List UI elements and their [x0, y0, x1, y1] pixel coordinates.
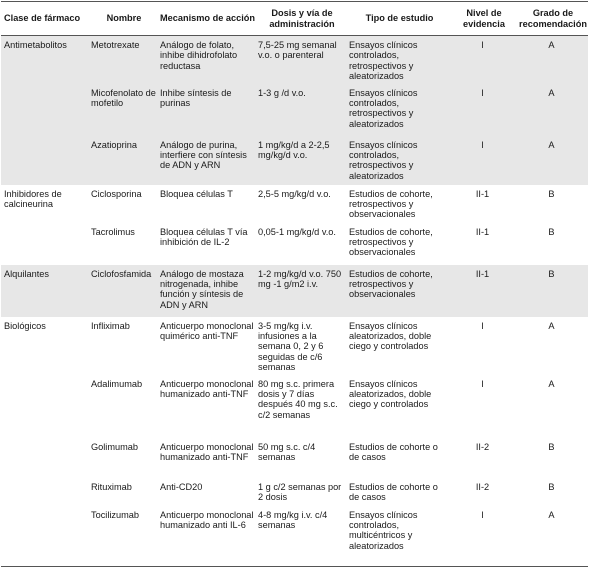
cell-mecanismo: Análogo de folato, inhibe dihidrofolato reductasa — [157, 36, 255, 88]
table-row — [1, 36, 588, 88]
cell-dosis: 7,5-25 mg semanal v.o. o parenteral — [255, 36, 346, 88]
table-row — [1, 510, 588, 560]
cell-nivel: II-1 — [475, 226, 490, 237]
cell-clase — [1, 227, 88, 265]
cell-mecanismo: Anti-CD20 — [160, 481, 203, 492]
cell-grado: A — [515, 88, 588, 140]
cell-mecanismo: Bloquea células T vía inhibición de IL-2 — [160, 226, 248, 247]
cell-mecanismo: Bloquea células T — [160, 188, 233, 199]
cell-dosis: 4-8 mg/kg i.v. c/4 semanas — [258, 509, 328, 530]
cell-grado: A — [515, 140, 588, 185]
cell-mecanismo: Inhibe síntesis de purinas — [157, 88, 255, 140]
cell-grado: B — [515, 265, 588, 317]
cell-grado: B — [548, 226, 555, 237]
cell-clase: Alquilantes — [1, 265, 88, 317]
cell-dosis: 2,5-5 mg/kg/d v.o. — [258, 188, 331, 199]
cell-nivel: I — [481, 320, 484, 331]
table-row — [1, 185, 588, 227]
cell-nivel: I — [450, 88, 515, 140]
table-bottom-rule — [1, 566, 588, 567]
cell-mecanismo: Análogo de mostaza nitrogenada, inhibe función y síntesis de ADN y ARN — [157, 265, 255, 317]
cell-estudio: Estudios de cohorte, retrospectivos y observacionales — [349, 188, 433, 220]
header-mecanismo: Mecanismo de acción — [157, 2, 255, 36]
cell-dosis: 1 mg/kg/d a 2-2,5 mg/kg/d v.o. — [255, 140, 346, 185]
cell-estudio: Ensayos clínicos aleatorizados, doble ciego y controlados — [349, 320, 432, 352]
cell-dosis: 50 mg s.c. c/4 semanas — [258, 441, 316, 462]
cell-nombre: Metotrexate — [88, 36, 157, 88]
header-nivel: Nivel de evidencia — [450, 2, 515, 36]
cell-clase: Antimetabolitos — [1, 36, 88, 88]
cell-estudio: Estudios de cohorte, retrospectivos y observacionales — [346, 265, 450, 317]
cell-nivel: I — [481, 509, 484, 520]
cell-clase: Biológicos — [4, 320, 46, 331]
cell-nombre: Golimumab — [91, 441, 138, 452]
cell-dosis: 3-5 mg/kg i.v. infusiones a la semana 0, 2 y 6 seguidas de c/6 semanas — [258, 320, 324, 373]
cell-nombre: Tocilizumab — [91, 509, 139, 520]
cell-clase — [1, 482, 88, 510]
cell-grado: B — [548, 188, 555, 199]
header-nombre: Nombre — [88, 2, 157, 36]
cell-clase — [1, 442, 88, 482]
cell-grado: A — [515, 36, 588, 88]
cell-nombre: Azatioprina — [88, 140, 157, 185]
cell-grado: A — [548, 378, 555, 389]
cell-nivel: II-1 — [450, 265, 515, 317]
cell-nivel: I — [450, 36, 515, 88]
cell-mecanismo: Anticuerpo monoclonal humanizado anti-TNF — [160, 441, 254, 462]
cell-estudio: Estudios de cohorte, retrospectivos y observacionales — [349, 226, 433, 258]
table-row — [1, 140, 588, 185]
header-clase: Clase de fármaco — [1, 2, 88, 36]
cell-dosis: 1-2 mg/kg/d v.o. 750 mg -1 g/m2 i.v. — [255, 265, 346, 317]
cell-grado: B — [548, 441, 555, 452]
cell-grado: A — [548, 509, 555, 520]
cell-estudio: Estudios de cohorte o de casos — [349, 481, 438, 502]
cell-nivel: I — [450, 140, 515, 185]
cell-nombre: Micofenolato de mofetilo — [88, 88, 157, 140]
cell-dosis: 1 g c/2 semanas por 2 dosis — [258, 481, 342, 502]
cell-nivel: I — [481, 378, 484, 389]
cell-nombre: Infliximab — [91, 320, 130, 331]
cell-estudio: Ensayos clínicos controlados, retrospectivos y aleatorizados — [346, 140, 450, 185]
cell-grado: B — [548, 481, 555, 492]
cell-nombre: Tacrolimus — [91, 226, 135, 237]
table-header — [1, 2, 588, 36]
cell-mecanismo: Anticuerpo monoclonal humanizado anti IL-6 — [160, 509, 254, 530]
header-estudio: Tipo de estudio — [346, 2, 450, 36]
table-row — [1, 482, 588, 510]
cell-mecanismo: Anticuerpo monoclonal humanizado anti-TNF — [160, 378, 254, 399]
cell-mecanismo: Anticuerpo monoclonal quimérico anti-TNF — [160, 320, 254, 341]
cell-estudio: Ensayos clínicos controlados, retrospectivos y aleatorizados — [346, 36, 450, 88]
table-row — [1, 317, 588, 379]
cell-dosis: 80 mg s.c. primera dosis y 7 días después 40 mg s.c. c/2 semanas — [258, 378, 338, 420]
cell-nombre: Adalimumab — [91, 378, 143, 389]
cell-nivel: II-2 — [475, 481, 490, 492]
cell-clase — [1, 379, 88, 442]
cell-nivel: II-1 — [475, 188, 490, 199]
drug-table — [1, 1, 588, 560]
cell-nombre: Ciclofosfamida — [88, 265, 157, 317]
header-grado: Grado de recomendación — [515, 2, 588, 36]
table-row — [1, 442, 588, 482]
cell-estudio: Estudios de cohorte o de casos — [349, 441, 438, 462]
cell-nivel: II-2 — [475, 441, 490, 452]
table-row — [1, 227, 588, 265]
cell-clase: Inhibidores de calcineurina — [4, 188, 62, 209]
cell-grado: A — [548, 320, 555, 331]
cell-nombre: Rituximab — [91, 481, 132, 492]
cell-nombre: Ciclosporina — [91, 188, 142, 199]
cell-clase — [1, 510, 88, 560]
table-body — [1, 36, 588, 560]
cell-clase — [1, 88, 88, 140]
header-dosis: Dosis y vía de administración — [255, 2, 346, 36]
table-row — [1, 88, 588, 140]
cell-dosis: 0,05-1 mg/kg/d v.o. — [258, 226, 336, 237]
table-row — [1, 379, 588, 442]
table-row — [1, 265, 588, 317]
cell-estudio: Ensayos clínicos aleatorizados, doble ciego y controlados — [349, 378, 432, 410]
cell-estudio: Ensayos clínicos controlados, multicéntricos y aleatorizados — [349, 509, 418, 551]
cell-dosis: 1-3 g /d v.o. — [255, 88, 346, 140]
cell-clase — [1, 140, 88, 185]
cell-estudio: Ensayos clínicos controlados, retrospectivos y aleatorizados — [346, 88, 450, 140]
cell-mecanismo: Análogo de purina, interfiere con síntesis de ADN y ARN — [157, 140, 255, 185]
